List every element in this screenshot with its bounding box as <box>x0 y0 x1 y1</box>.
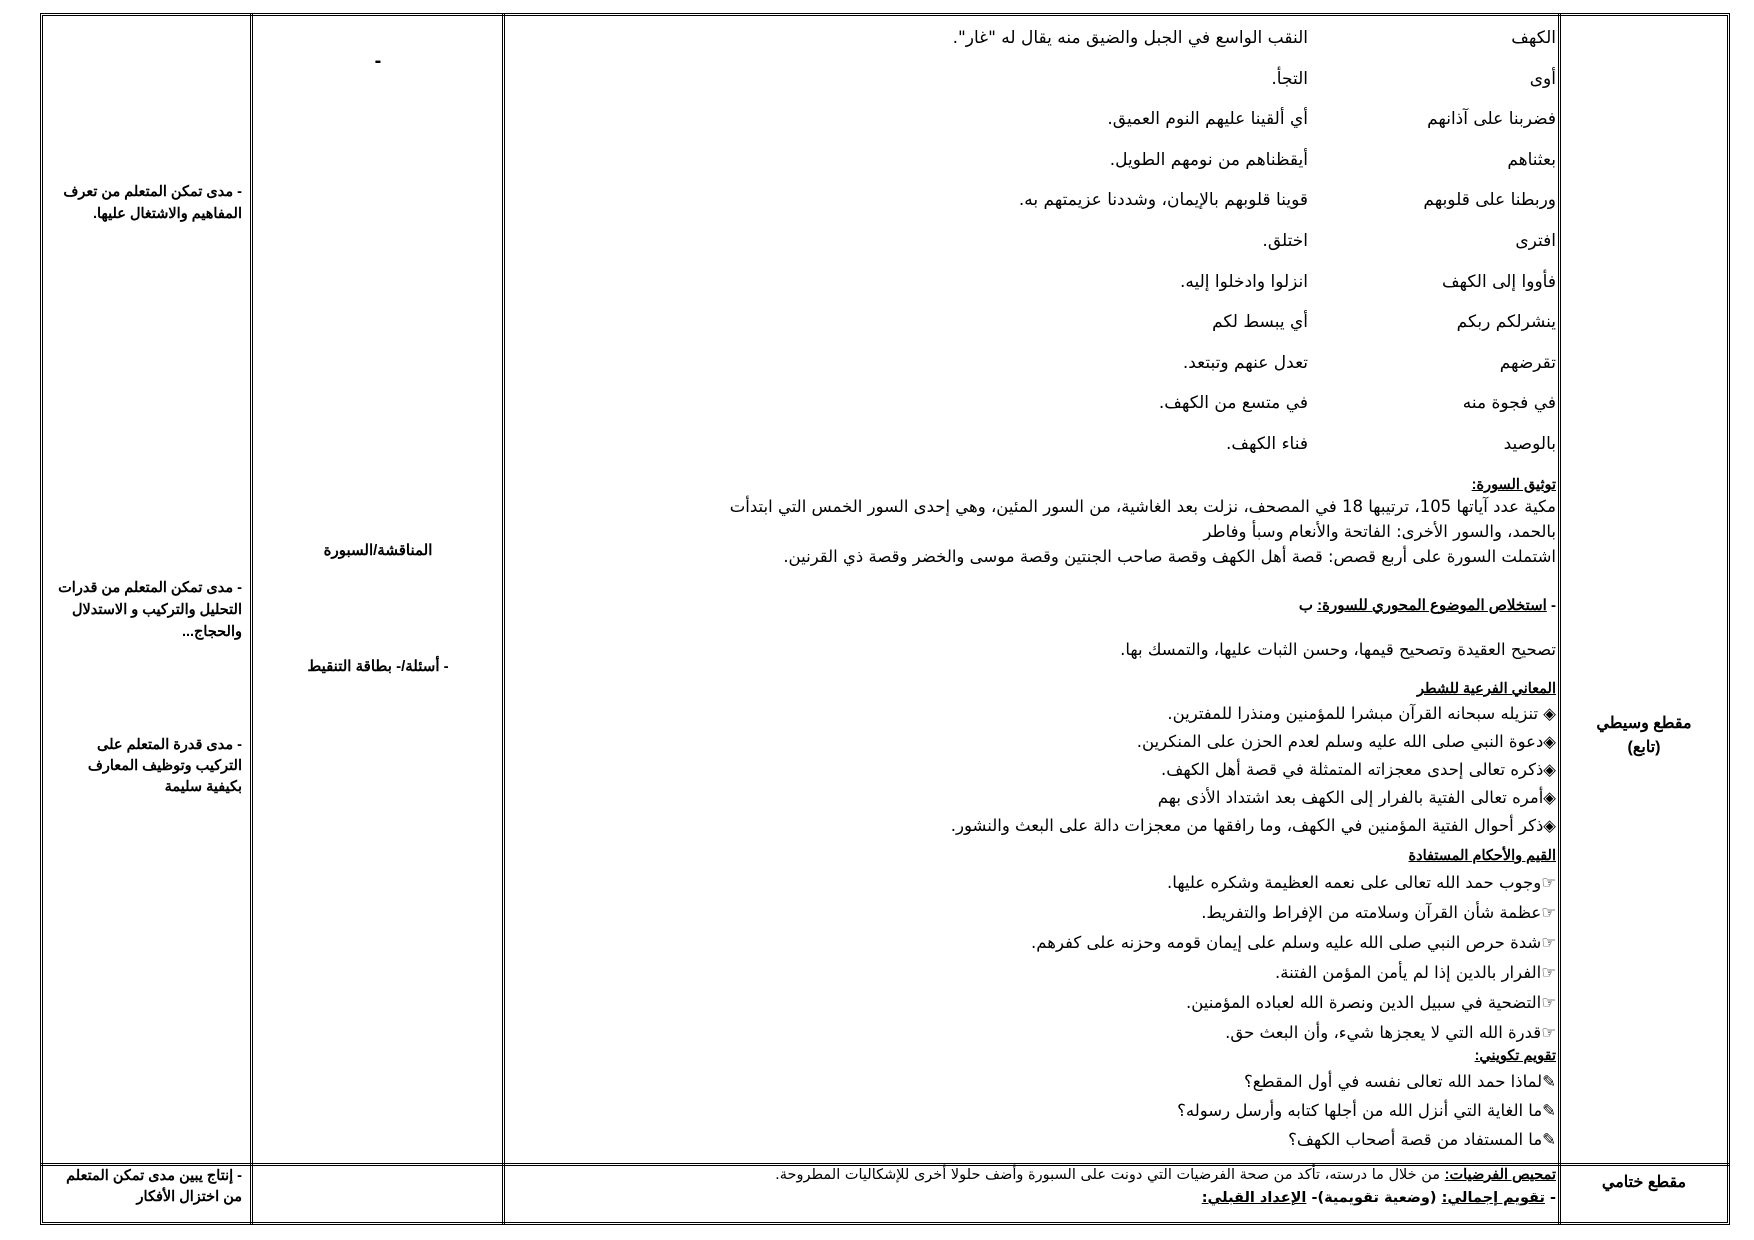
value-item-text: قدرة الله التي لا يعجزها شيء، وأن البعث حق. <box>1225 1023 1542 1042</box>
central-theme-text: تصحيح العقيدة وتصحيح قيمها، وحسن الثبات عليها، والتمسك بها. <box>1120 640 1556 659</box>
formative-heading: تقويم تكويني: <box>1474 1048 1556 1064</box>
bullet-icon: ☞ <box>1541 1023 1556 1042</box>
vocab-meaning: تعدل عنهم وتبتعد. <box>1182 353 1308 373</box>
value-item-text: شدة حرص النبي صلى الله عليه وسلم على إيمان قومه وحزنه على كفرهم. <box>1031 933 1542 952</box>
eval-item-1: - مدى تمكن المتعلم من تعرف المفاهيم والاشتغال عليها. <box>63 184 242 222</box>
sub-meaning-item-text: دعوة النبي صلى الله عليه وسلم لعدم الحزن على المنكرين. <box>1136 732 1544 751</box>
value-item <box>1167 873 1556 892</box>
bullet-icon: ◈ <box>1543 788 1556 807</box>
vocab-word: ينشرلكم ربكم <box>1456 312 1556 332</box>
central-theme-label: استخلاص الموضوع المحوري للسورة: <box>1317 597 1547 614</box>
hypotheses-text: من خلال ما درسته، تأكد من صحة الفرضيات التي دونت على السبورة وأضف حلولا أخرى للإشكاليات المطروحة. <box>775 1167 1445 1183</box>
value-item-text: عظمة شأن القرآن وسلامته من الإفراط والتفريط. <box>1201 903 1542 922</box>
sub-meanings-heading: المعاني الفرعية للشطر <box>1416 681 1556 697</box>
support-method: المناقشة/السبورة <box>323 542 433 559</box>
segment-closing: مقطع ختامي <box>1601 1174 1687 1191</box>
formative-question-text: لماذا حمد الله تعالى نفسه في أول المقطع؟ <box>1243 1072 1543 1091</box>
sub-meaning-item <box>1158 788 1556 807</box>
vocab-word: بعثناهم <box>1507 150 1556 170</box>
bullet-icon: ☞ <box>1541 963 1556 982</box>
hypotheses-line <box>775 1167 1556 1183</box>
vocab-word: فأووا إلى الكهف <box>1441 272 1556 292</box>
value-item <box>1186 993 1556 1012</box>
overall-eval-prefix: - <box>1544 1190 1556 1206</box>
support-tools: - أسئلة/- بطاقة التنقيط <box>307 658 449 675</box>
vocab-word: فضربنا على آذانهم <box>1427 109 1556 129</box>
vocab-meaning: أي يبسط لكم <box>1212 312 1308 332</box>
vocab-meaning: قوينا قلوبهم بالإيمان، وشددنا عزيمتهم به. <box>1018 190 1308 210</box>
bullet-icon: ◈ <box>1543 760 1556 779</box>
values-heading: القيم والأحكام المستفادة <box>1408 848 1556 864</box>
value-item-text: وجوب حمد الله تعالى على نعمه العظيمة وشكره عليها. <box>1167 873 1542 892</box>
bullet-icon: ✎ <box>1542 1101 1556 1120</box>
bullet-icon: ☞ <box>1541 903 1556 922</box>
eval-item-2: - مدى تمكن المتعلم من قدرات التحليل والتركيب و الاستدلال والحجاج... <box>58 580 242 640</box>
bullet-icon: ◈ <box>1543 816 1556 835</box>
vocab-word: بالوصيد <box>1503 434 1556 454</box>
vocab-word: الكهف <box>1511 28 1556 48</box>
formative-question <box>1288 1130 1556 1149</box>
column-divider <box>1558 13 1561 1225</box>
vocab-meaning: أي ألقينا عليهم النوم العميق. <box>1107 109 1308 129</box>
vocab-word: أوى <box>1529 69 1556 89</box>
bullet-icon: ☞ <box>1541 993 1556 1012</box>
eval-item-3: - مدى قدرة المتعلم على التركيب وتوظيف المعارف بكيفية سليمة <box>87 737 242 795</box>
value-item-text: التضحية في سبيل الدين ونصرة الله لعباده المؤمنين. <box>1185 993 1542 1012</box>
documentation-heading: توثيق السورة: <box>1471 477 1556 493</box>
sub-meaning-item-text: أمره تعالى الفتية بالفرار إلى الكهف بعد اشتداد الأذى بهم <box>1157 788 1544 807</box>
formative-question <box>1244 1072 1556 1091</box>
bullet-icon: ◈ <box>1543 704 1556 723</box>
documentation-line: اشتملت السورة على أربع قصص: قصة أهل الكهف وقصة صاحب الجنتين وقصة موسى والخضر وقصة ذي القرنين. <box>783 547 1556 566</box>
vocab-meaning: اختلق. <box>1262 231 1308 251</box>
vocab-meaning: النقب الواسع في الجبل والضيق منه يقال له "غار". <box>952 28 1308 48</box>
bullet-icon: ✎ <box>1542 1072 1556 1091</box>
sub-meaning-item-text: تنزيله سبحانه القرآن مبشرا للمؤمنين ومنذرا للمفترين. <box>1167 704 1544 723</box>
overall-eval-line <box>1202 1190 1556 1206</box>
bullet-icon: ◈ <box>1543 732 1556 751</box>
value-item-text: الفرار بالدين إذا لم يأمن المؤمن الفتنة. <box>1275 963 1542 982</box>
vocab-meaning: في متسع من الكهف. <box>1158 393 1308 413</box>
vocab-meaning: انزلوا وادخلوا إليه. <box>1179 272 1308 292</box>
vocab-meaning: التجأ. <box>1271 69 1308 89</box>
central-theme-suffix: ب <box>1298 597 1318 614</box>
sub-meaning-item <box>1161 760 1556 779</box>
vocab-word: في فجوة منه <box>1462 393 1556 413</box>
overall-eval-heading: تقويم إجمالي: <box>1441 1190 1545 1206</box>
segment-middle <box>1565 712 1723 760</box>
bullet-icon: ☞ <box>1541 873 1556 892</box>
vocab-word: تقرضهم <box>1499 353 1556 373</box>
sub-meaning-item-text: ذكر أحوال الفتية المؤمنين في الكهف، وما رافقها من معجزات دالة على البعث والنشور. <box>950 816 1544 835</box>
row-divider <box>40 1163 1730 1166</box>
value-item <box>1201 903 1556 922</box>
column-divider <box>250 13 253 1225</box>
support-dash: - <box>374 50 382 72</box>
overall-eval-text: (وضعية تقويمية)- <box>1306 1190 1442 1206</box>
vocab-meaning: فناء الكهف. <box>1226 434 1308 454</box>
vocab-word: وربطنا على قلوبهم <box>1423 190 1556 210</box>
formative-question-text: ما الغاية التي أنزل الله من أجلها كتابه وأرسل رسوله؟ <box>1177 1101 1543 1120</box>
column-divider <box>502 13 505 1225</box>
eval-closing: - إنتاج يبين مدى تمكن المتعلم من اختزال الأفكار <box>66 1168 242 1205</box>
documentation-line: مكية عدد آياتها 105، ترتيبها 18 في المصحف، نزلت بعد الغاشية، من السور المئين، وهي إحدى السور الخمس التي ابتدأت <box>729 497 1556 516</box>
value-item <box>1275 963 1556 982</box>
hypotheses-heading: تمحيص الفرضيات: <box>1444 1167 1556 1183</box>
vocab-word: افترى <box>1515 231 1556 251</box>
central-theme-prefix: - <box>1546 597 1556 614</box>
documentation-line: بالحمد، والسور الأخرى: الفاتحة والأنعام وسبأ وفاطر <box>1203 522 1556 541</box>
value-item <box>1031 933 1556 952</box>
bullet-icon: ☞ <box>1541 933 1556 952</box>
segment-middle-cont: (تابع) <box>1627 739 1661 756</box>
bullet-icon: ✎ <box>1542 1130 1556 1149</box>
value-item <box>1225 1023 1556 1042</box>
vocab-meaning: أيقظناهم من نومهم الطويل. <box>1109 150 1308 170</box>
formative-question-text: ما المستفاد من قصة أصحاب الكهف؟ <box>1288 1130 1543 1149</box>
segment-middle-label: مقطع وسيطي <box>1596 715 1692 732</box>
sub-meaning-item <box>1137 732 1556 751</box>
central-theme-heading <box>1299 596 1556 614</box>
sub-meaning-item-text: ذكره تعالى إحدى معجزاته المتمثلة في قصة أهل الكهف. <box>1161 760 1544 779</box>
sub-meaning-item <box>951 816 1556 835</box>
formative-question <box>1177 1101 1556 1120</box>
preparation-heading: الإعداد القبلي: <box>1201 1190 1307 1206</box>
sub-meaning-item <box>1167 704 1556 723</box>
